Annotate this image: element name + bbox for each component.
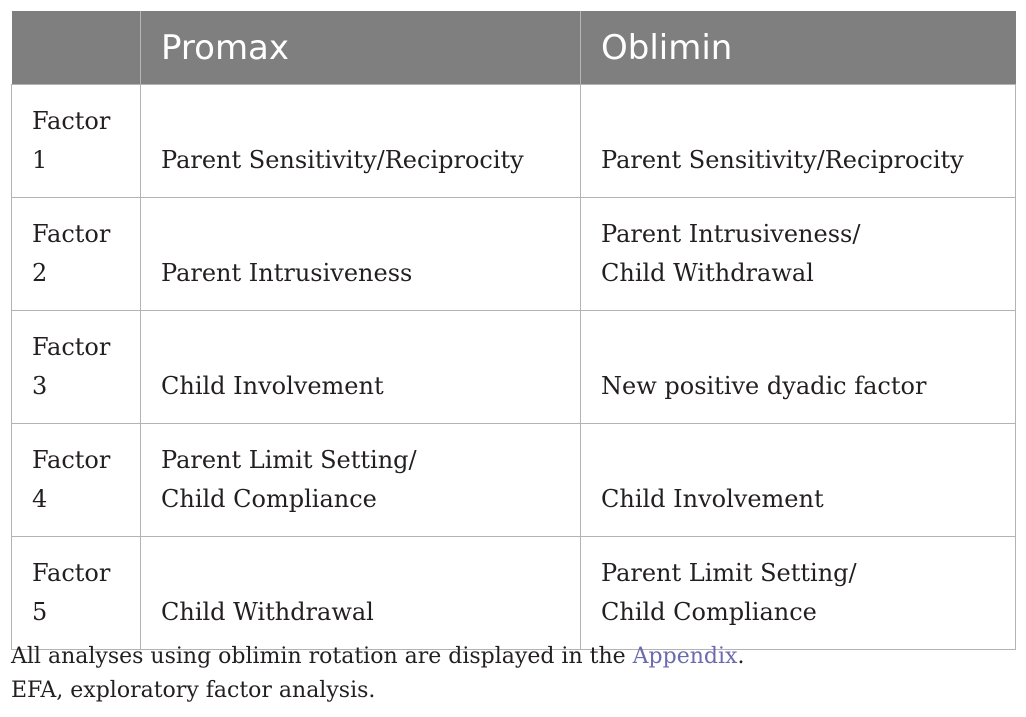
header-cell-promax: Promax [141, 11, 581, 85]
oblimin-text: Child Involvement [601, 485, 824, 513]
header-cell-factor [12, 11, 141, 85]
factor-label: Factor [32, 220, 111, 248]
promax-text: Parent Intrusiveness [161, 259, 413, 287]
promax-text: Parent Sensitivity/Reciprocity [161, 146, 524, 174]
promax-text: Child Withdrawal [161, 598, 374, 626]
factor-number: 5 [32, 598, 48, 626]
promax-cell [141, 198, 581, 311]
factor-label: Factor [32, 446, 111, 474]
factor-number: 4 [32, 485, 48, 513]
oblimin-text: New positive dyadic factor [601, 372, 927, 400]
promax-text: Child Compliance [161, 485, 377, 513]
factor-table-container [11, 11, 1015, 650]
factor-number: 3 [32, 372, 48, 400]
factor-cell [12, 537, 141, 650]
header-cell-oblimin: Oblimin [581, 11, 1016, 85]
oblimin-text: Child Compliance [601, 598, 817, 626]
oblimin-text: Child Withdrawal [601, 259, 814, 287]
oblimin-cell [581, 311, 1016, 424]
oblimin-cell [581, 198, 1016, 311]
factor-label: Factor [32, 559, 111, 587]
promax-text: Parent Limit Setting/ [161, 446, 417, 474]
footnote-appendix-prefix: All analyses using oblimin rotation are displayed in the [11, 644, 633, 669]
factor-number: 2 [32, 259, 48, 287]
factor-cell [12, 198, 141, 311]
appendix-link[interactable]: Appendix [632, 644, 738, 669]
promax-cell [141, 85, 581, 198]
table-header-row [12, 11, 1016, 85]
table-row [12, 537, 1016, 650]
footnote-appendix [11, 640, 744, 674]
factor-number: 1 [32, 146, 48, 174]
footnote-appendix-suffix: . [737, 644, 745, 669]
footnote-abbreviation: EFA, exploratory factor analysis. [11, 678, 376, 703]
factor-comparison-table [11, 11, 1016, 650]
promax-cell [141, 424, 581, 537]
promax-text: Child Involvement [161, 372, 384, 400]
table-row [12, 198, 1016, 311]
oblimin-text: Parent Intrusiveness/ [601, 220, 861, 248]
table-row [12, 424, 1016, 537]
factor-label: Factor [32, 107, 111, 135]
oblimin-cell [581, 424, 1016, 537]
factor-label: Factor [32, 333, 111, 361]
oblimin-text: Parent Limit Setting/ [601, 559, 857, 587]
table-row [12, 85, 1016, 198]
table-footnotes [11, 640, 744, 708]
factor-cell [12, 85, 141, 198]
oblimin-cell [581, 85, 1016, 198]
oblimin-cell [581, 537, 1016, 650]
factor-cell [12, 311, 141, 424]
promax-cell [141, 311, 581, 424]
oblimin-text: Parent Sensitivity/Reciprocity [601, 146, 964, 174]
factor-cell [12, 424, 141, 537]
table-row [12, 311, 1016, 424]
promax-cell [141, 537, 581, 650]
